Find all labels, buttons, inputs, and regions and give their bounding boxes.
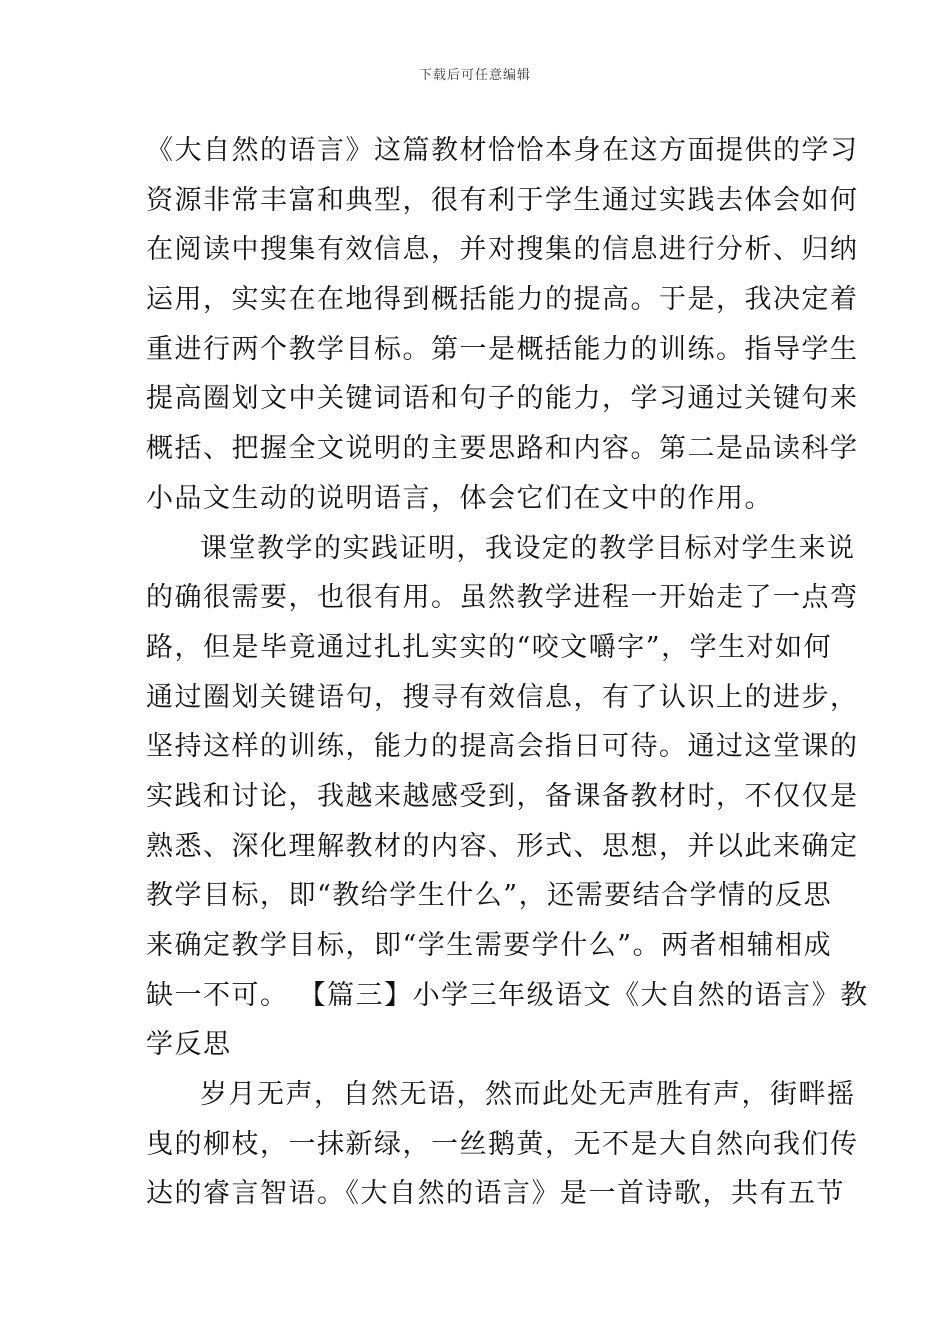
text-line: 提高圈划文中关键词语和句子的能力，学习通过关键句来 — [146, 383, 859, 415]
text-line: 在阅读中搜集有效信息，并对搜集的信息进行分析、归纳 — [146, 234, 859, 266]
paragraph-start-line: 课堂教学的实践证明，我设定的教学目标对学生来说 — [200, 532, 856, 564]
text-line: 熟悉、深化理解教材的内容、形式、思想，并以此来确定 — [146, 830, 859, 862]
text-line: 缺一不可。 【篇三】小学三年级语文《大自然的语言》教 — [146, 979, 869, 1011]
text-line: 通过圈划关键语句，搜寻有效信息，有了认识上的进步， — [146, 681, 859, 713]
text-line: 重进行两个教学目标。第一是概括能力的训练。指导学生 — [146, 333, 859, 365]
text-line: 曳的柳枝，一抹新绿，一丝鹅黄，无不是大自然向我们传 — [146, 1128, 859, 1160]
document-body — [146, 126, 869, 1219]
text-line: 路，但是毕竟通过扎扎实实的“咬文嚼字”，学生对如何 — [146, 631, 833, 663]
text-line: 资源非常丰富和典型，很有利于学生通过实践去体会如何 — [146, 184, 859, 216]
page-header-note: 下载后可任意编辑 — [418, 68, 531, 83]
text-line: 小品文生动的说明语言，体会它们在文中的作用。 — [146, 482, 773, 514]
text-line: 坚持这样的训练，能力的提高会指日可待。通过这堂课的 — [146, 731, 859, 763]
text-line: 《大自然的语言》这篇教材恰恰本身在这方面提供的学习 — [146, 135, 859, 166]
text-line: 学反思 — [146, 1029, 232, 1061]
text-line: 教学目标，即“教给学生什么”，还需要结合学情的反思 — [146, 880, 833, 912]
text-line: 达的睿言智语。《大自然的语言》是一首诗歌，共有五节 — [146, 1178, 845, 1210]
paragraph-start-line: 岁月无声，自然无语，然而此处无声胜有声，街畔摇 — [200, 1079, 856, 1111]
text-line: 实践和讨论，我越来越感受到，备课备教材时，不仅仅是 — [146, 780, 859, 812]
text-line: 来确定教学目标，即“学生需要学什么”。两者相辅相成 — [146, 930, 833, 961]
text-line: 的确很需要，也很有用。虽然教学进程一开始走了一点弯 — [146, 582, 859, 614]
text-line: 概括、把握全文说明的主要思路和内容。第二是品读科学 — [146, 433, 859, 465]
text-line: 运用，实实在在地得到概括能力的提高。于是，我决定着 — [146, 284, 859, 316]
